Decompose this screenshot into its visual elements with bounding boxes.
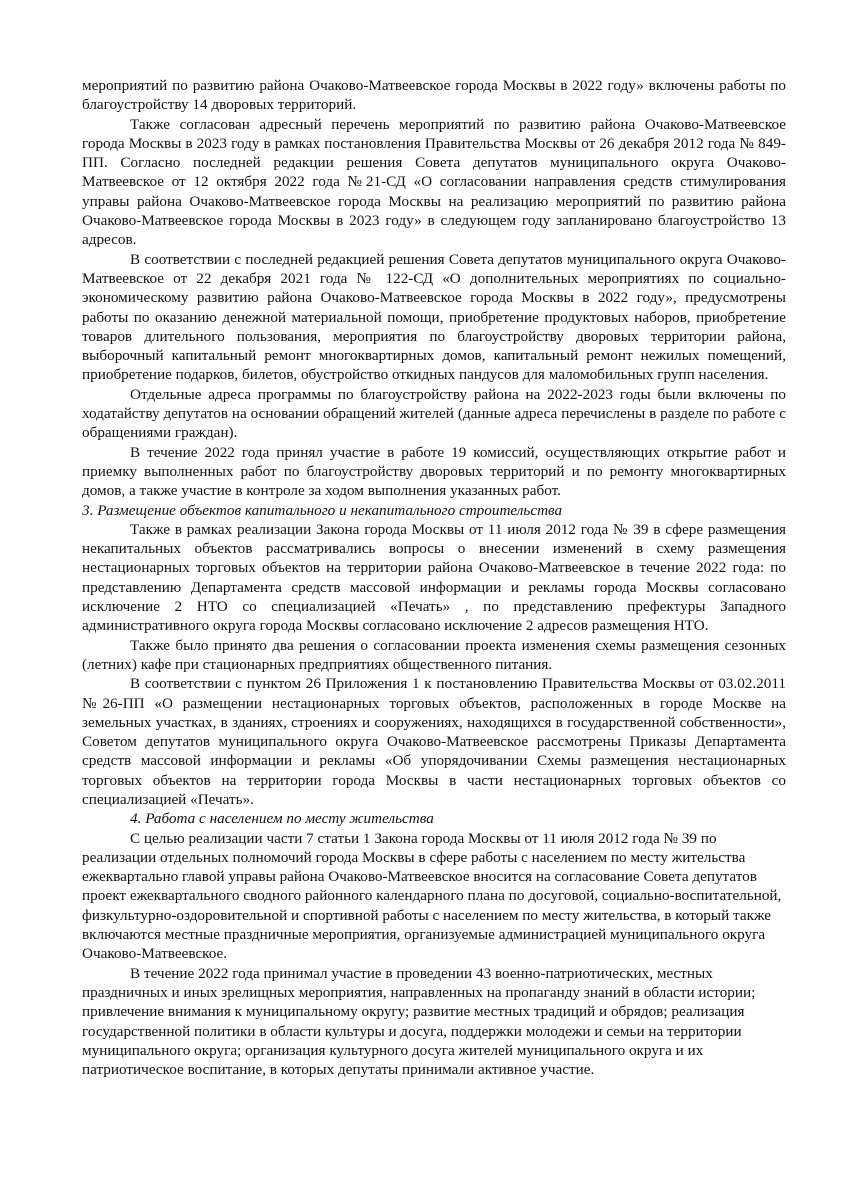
paragraph-6: Также в рамках реализации Закона города Москвы от 11 июля 2012 года № 39 в сфере размещения некапитальных объектов рассматривались вопросы о внесении изменений в схему размещения нестационарных торговых объектов на территории района Очаково-Матвеевское в течение 2022 года: по представлению Департамента средств массовой информации и рекламы города Москвы согласовано исключение 2 НТО со специализацией «Печать» , по представлению префектуры Западного административного округа города Москвы согласовано исключение 2 адресов размещения НТО. xyxy=(82,520,786,635)
paragraph-1: мероприятий по развитию района Очаково-Матвеевское города Москвы в 2022 году» включены работы по благоустройству 14 дворовых территорий. xyxy=(82,77,786,114)
paragraph-9: С целью реализации части 7 статьи 1 Закона города Москвы от 11 июля 2012 года № 39 по реализации отдельных полномочий города Москвы в сфере работы с населением по месту жительства ежеквартально главой управы района Очаково-Матвеевское вносится на согласование Совета депутатов проект ежеквартального сводного районного календарного плана по досуговой, социально-воспитательной, физкультурно-оздоровительной и спортивной работы с населением по месту жительства, в который также включаются местные праздничные мероприятия, организуемые администрацией муниципального округа Очаково-Матвеевское. xyxy=(82,829,782,963)
paragraph-10: В течение 2022 года принимал участие в проведении 43 военно-патриотических, местных праздничных и иных зрелищных мероприятия, направленных на пропаганду знаний в области истории; привлечение внимания к муниципальному округу; развитие местных традиций и обрядов; реализация государственной политики в области культуры и досуга, поддержки молодежи и семьи на территории муниципального округа; организация культурного досуга жителей муниципального округа и их патриотическое воспитание, в которых депутаты принимали активное участие. xyxy=(82,964,756,1079)
paragraph-7: Также было принято два решения о согласовании проекта изменения схемы размещения сезонных (летних) кафе при стационарных предприятиях общественного питания. xyxy=(82,636,786,673)
section-heading-3: 3. Размещение объектов капитального и некапитального строительства xyxy=(82,501,563,519)
paragraph-8: В соответствии с пунктом 26 Приложения 1 к постановлению Правительства Москвы от 03.02.2011 №26-ПП «О размещении нестационарных торговых объектов, расположенных в городе Москве на земельных участках, в зданиях, строениях и сооружениях, находящихся в государственной собственности», Советом депутатов муниципального округа Очаково-Матвеевское рассмотрены Приказы Департамента средств массовой информации и рекламы «Об упорядочивании Схемы размещения нестационарных торговых объектов на территории города Москвы в части нестационарных торговых объектов со специализацией «Печать». xyxy=(82,675,786,808)
paragraph-4: Отдельные адреса программы по благоустройству района на 2022-2023 годы были включены по ходатайству депутатов на основании обращений жителей (данные адреса перечислены в разделе по работе с обращениями граждан). xyxy=(82,385,786,442)
paragraph-5: В течение 2022 года принял участие в работе 19 комиссий, осуществляющих открытие работ и приемку выполненных работ по благоустройству дворовых территорий и по ремонту многоквартирных домов, а также участие в контроле за ходом выполнения указанных работ. xyxy=(82,443,786,500)
paragraph-2: Также согласован адресный перечень мероприятий по развитию района Очаково-Матвеевское города Москвы в 2023 году в рамках постановления Правительства Москвы от 26 декабря 2012 года № 849-ПП. Согласно последней редакции решения Совета депутатов муниципального округа Очаково-Матвеевское от 12 октября 2022 года №21-СД «О согласовании направления средств стимулирования управы района Очаково-Матвеевское города Москвы на реализацию мероприятий по развитию района Очаково-Матвеевское города Москвы в 2023 году» в следующем году запланировано благоустройство 13 адресов. xyxy=(82,115,786,249)
paragraph-3: В соответствии с последней редакцией решения Совета депутатов муниципального округа Очаково-Матвеевское от 22 декабря 2021 года № 122-СД «О дополнительных мероприятиях по социально-экономическому развитию района Очаково-Матвеевское города Москвы в 2022 году», предусмотрены работы по оказанию денежной материальной помощи, приобретение продуктовых наборов, приобретение товаров длительного пользования, мероприятия по благоустройству дворовых территории района, выборочный капитальный ремонт многоквартирных домов, капитальный ремонт нежилых помещений, приобретение подарков, билетов, обустройство откидных пандусов для маломобильных групп населения. xyxy=(82,250,786,384)
section-heading-4: 4. Работа с населением по месту жительства xyxy=(130,810,434,828)
